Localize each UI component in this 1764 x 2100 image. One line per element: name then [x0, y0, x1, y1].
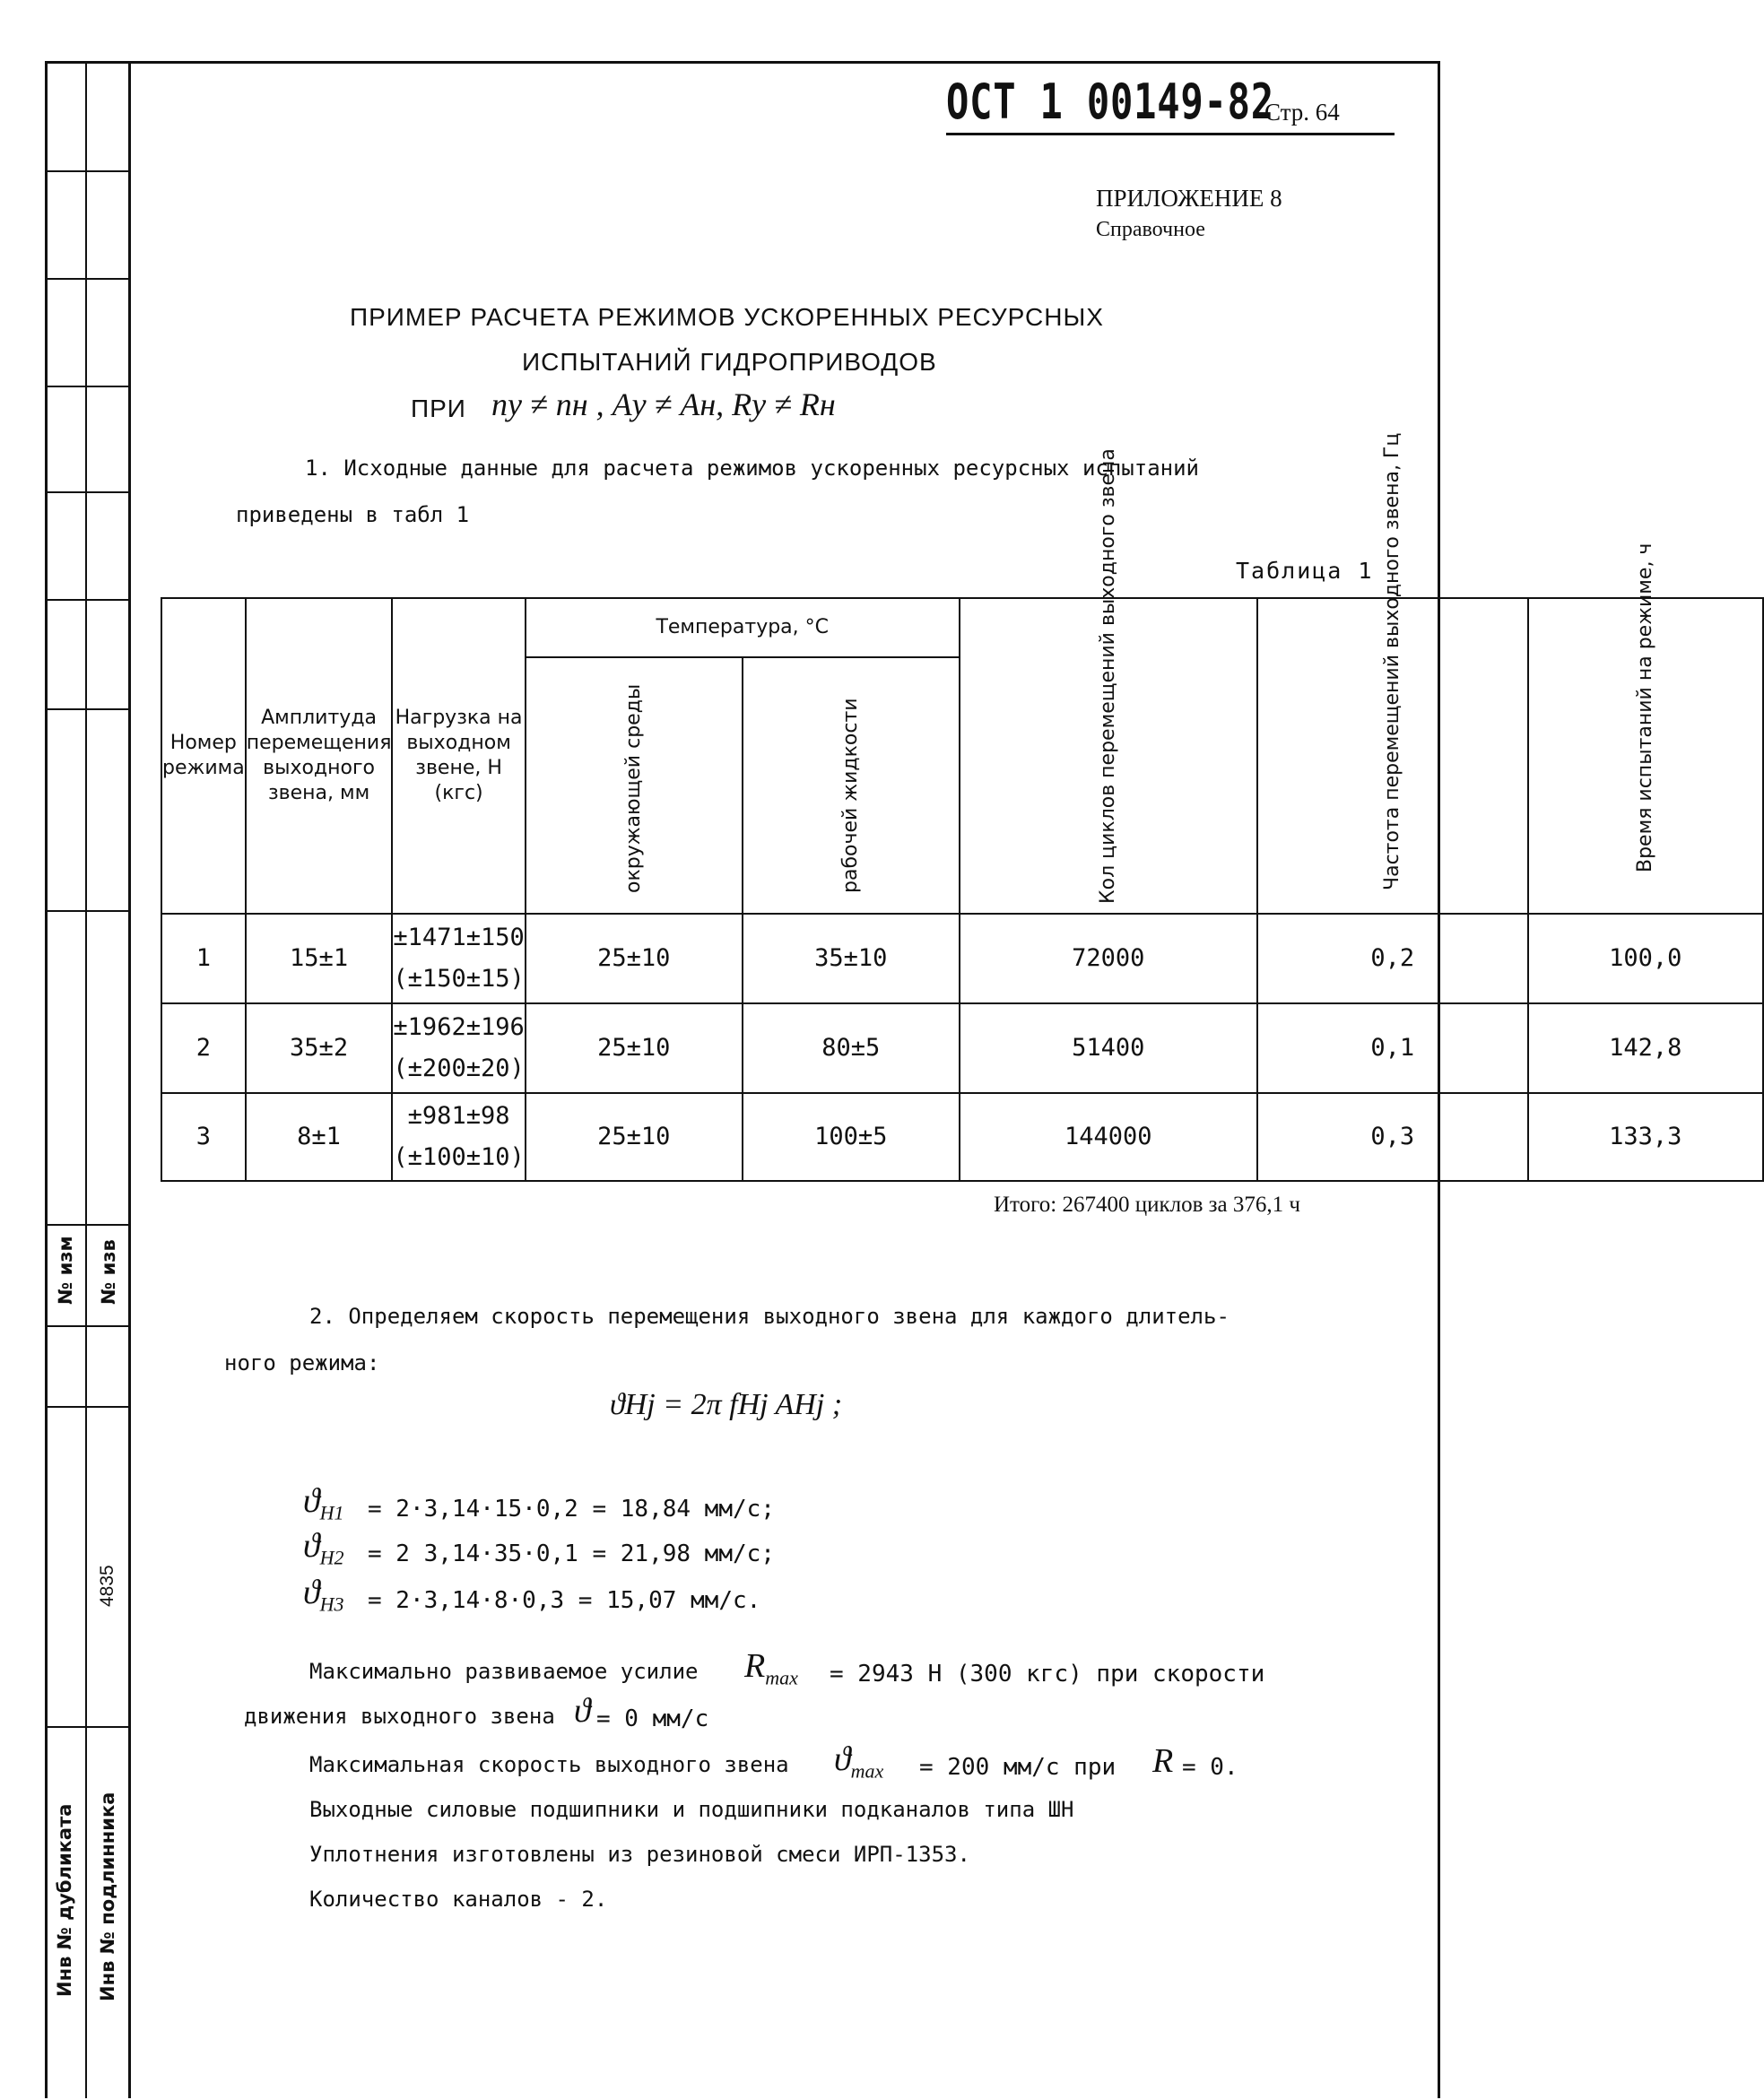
- strip-line: [45, 1726, 128, 1728]
- bearings-text: Выходные силовые подшипники и подшипники подканалов типа ШН: [309, 1797, 1074, 1822]
- header-cycles: [960, 448, 1257, 914]
- channels-text: Количество каналов - 2.: [309, 1887, 608, 1912]
- cell-load-kgf: (±200±20): [393, 1054, 525, 1082]
- table-row: [161, 1093, 1763, 1181]
- title-line-2: ИСПЫТАНИЙ ГИДРОПРИВОДОВ: [522, 348, 937, 376]
- revision-number-label: № изм: [55, 1236, 76, 1305]
- header-time: [1528, 542, 1763, 914]
- section-1-line-1: 1. Исходные данные для расчета режимов ускоренных ресурсных испытаний: [305, 456, 1199, 481]
- velocity-symbol-3: $ϑ_{H3}$: [303, 1574, 344, 1616]
- max-speed-value: = 200 мм/с при: [919, 1754, 1117, 1781]
- header-mode: Номер режима: [161, 598, 246, 914]
- frame-inner-border: [128, 61, 131, 2098]
- cell-mode: 1: [161, 914, 246, 1003]
- table-caption: Таблица 1: [1236, 558, 1374, 584]
- max-force-line-2-prefix: движения выходного звена: [244, 1704, 555, 1729]
- max-force-prefix: Максимально развиваемое усилие: [309, 1659, 699, 1684]
- velocity-calc-3: = 2·3,14·8·0,3 = 15,07 мм/с.: [368, 1587, 761, 1614]
- cell-mode: 3: [161, 1093, 246, 1181]
- header-amplitude: Амплитуда перемещения выходного звена, мм: [246, 598, 393, 914]
- header-time-text: Время испытаний на режиме, ч: [1633, 542, 1656, 872]
- cell-frequency: 0,3: [1257, 1093, 1528, 1181]
- strip-line: [45, 278, 128, 280]
- cell-time: 100,0: [1528, 914, 1763, 1003]
- v-symbol: ϑ: [574, 1692, 591, 1730]
- header-underline: [946, 133, 1395, 135]
- velocity-calc-1: = 2·3,14·15·0,2 = 18,84 мм/с;: [368, 1496, 775, 1523]
- cell-fluid: 100±5: [743, 1093, 960, 1181]
- max-speed-suffix: = 0.: [1182, 1754, 1238, 1781]
- table-row: [161, 1003, 1763, 1093]
- header-ambient-text: окружающей среды: [621, 683, 645, 893]
- header-frequency-text: Частота перемещений выходного звена, Гц: [1380, 432, 1403, 890]
- duplicate-inventory-label: Инв № дубликата: [54, 1803, 75, 1997]
- strip-line: [45, 1224, 128, 1226]
- cell-load-n: ±981±98: [407, 1102, 510, 1130]
- notice-number-label: № изв: [98, 1239, 119, 1305]
- strip-line: [45, 1325, 128, 1327]
- stamp-number: 4835: [97, 1565, 117, 1607]
- cell-load: [392, 1003, 525, 1093]
- title-line-3-prefix: ПРИ: [411, 395, 466, 422]
- cell-load-n: ±1962±196: [393, 1013, 525, 1041]
- table-row: [161, 914, 1763, 1003]
- velocity-symbol-2: $ϑ_{H2}$: [303, 1527, 344, 1569]
- table-total: Итого: 267400 циклов за 376,1 ч: [994, 1193, 1300, 1217]
- cell-cycles: 51400: [960, 1003, 1257, 1093]
- section-2-line-2: ного режима:: [224, 1350, 380, 1375]
- max-force-line-2-value: = 0 мм/с: [596, 1705, 709, 1732]
- cell-amplitude: 15±1: [246, 914, 393, 1003]
- appendix-subtitle: Справочное: [1096, 218, 1205, 241]
- header-fluid-text: рабочей жидкости: [839, 698, 862, 893]
- cell-time: 142,8: [1528, 1003, 1763, 1093]
- seals-text: Уплотнения изготовлены из резиновой смеси ИРП-1353.: [309, 1842, 970, 1867]
- strip-line: [45, 491, 128, 493]
- header-temperature: Температура, °С: [526, 598, 960, 657]
- title-formula: nу ≠ nн , Aу ≠ Aн, Rу ≠ Rн: [491, 386, 836, 422]
- document-code: ОСТ 1 00149-82: [946, 74, 1274, 130]
- cell-load-n: ±1471±150: [393, 924, 525, 951]
- strip-line: [45, 910, 128, 912]
- r-symbol: R: [1152, 1742, 1174, 1780]
- cell-load-kgf: (±100±10): [393, 1143, 525, 1171]
- cell-amplitude: 8±1: [246, 1093, 393, 1181]
- strip-line: [45, 708, 128, 710]
- page-number: Стр. 64: [1264, 99, 1340, 126]
- header-fluid: [743, 657, 960, 914]
- cell-ambient: 25±10: [526, 914, 743, 1003]
- cell-cycles: 72000: [960, 914, 1257, 1003]
- max-force-value: = 2943 Н (300 кгс) при скорости: [830, 1661, 1265, 1688]
- cell-fluid: 80±5: [743, 1003, 960, 1093]
- cell-fluid: 35±10: [743, 914, 960, 1003]
- strip-line: [45, 170, 128, 172]
- cell-ambient: 25±10: [526, 1093, 743, 1181]
- r-max-symbol: $R_{max}$: [744, 1647, 798, 1689]
- section-1-line-2: приведены в табл 1: [236, 502, 470, 527]
- cell-amplitude: 35±2: [246, 1003, 393, 1093]
- header-cycles-text: Кол циклов перемещений выходного звена: [1096, 448, 1119, 904]
- header-ambient: [526, 657, 743, 914]
- strip-line: [45, 599, 128, 601]
- cell-load-kgf: (±150±15): [393, 965, 525, 993]
- cell-cycles: 144000: [960, 1093, 1257, 1181]
- appendix-title: ПРИЛОЖЕНИЕ 8: [1096, 185, 1282, 212]
- section-2-line-1: 2. Определяем скорость перемещения выходного звена для каждого длитель-: [309, 1304, 1230, 1329]
- side-strip-divider: [85, 61, 87, 2098]
- velocity-formula: ϑHj = 2π fHj AHj ;: [610, 1388, 843, 1421]
- strip-line: [45, 386, 128, 387]
- title-line-1: ПРИМЕР РАСЧЕТА РЕЖИМОВ УСКОРЕННЫХ РЕСУРСНЫХ: [350, 303, 1104, 331]
- cell-frequency: 0,1: [1257, 1003, 1528, 1093]
- velocity-symbol-1: $ϑ_{H1}$: [303, 1482, 344, 1524]
- cell-load: [392, 1093, 525, 1181]
- cell-load: [392, 914, 525, 1003]
- original-inventory-label: Инв № подлинника: [97, 1792, 118, 2001]
- header-load: Нагрузка на выходном звене, Н (кгс): [392, 598, 525, 914]
- max-speed-prefix: Максимальная скорость выходного звена: [309, 1752, 789, 1777]
- velocity-calc-2: = 2 3,14·35·0,1 = 21,98 мм/с;: [368, 1540, 775, 1567]
- strip-line: [45, 1406, 128, 1408]
- cell-frequency: 0,2: [1257, 914, 1528, 1003]
- cell-time: 133,3: [1528, 1093, 1763, 1181]
- v-max-symbol: $ϑ_{max}$: [834, 1740, 884, 1783]
- cell-ambient: 25±10: [526, 1003, 743, 1093]
- cell-mode: 2: [161, 1003, 246, 1093]
